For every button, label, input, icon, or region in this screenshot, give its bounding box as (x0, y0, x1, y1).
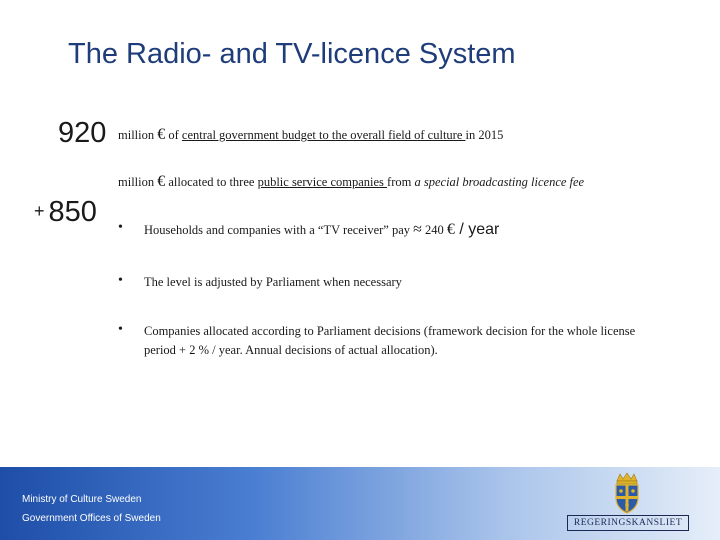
stat-850-text-c: from (387, 175, 415, 189)
approx-symbol: ≈ (413, 221, 422, 238)
euro-symbol: € (446, 221, 455, 238)
bullet-text (144, 220, 658, 240)
bullet-text-a: Households and companies with a “TV receiver” pay (144, 223, 414, 237)
list-item (118, 220, 658, 240)
stat-920-underlined: central government budget to the overall field of culture (181, 128, 466, 142)
regeringskansliet-logo (567, 472, 689, 536)
stat-920-text (118, 126, 503, 144)
stat-920-text-b: of (165, 128, 182, 142)
stat-850-text (118, 173, 584, 191)
slide-title: The Radio- and TV-licence System (68, 38, 516, 70)
stat-850-text-b: allocated to three (165, 175, 258, 189)
bullet-text: Companies allocated according to Parliament decisions (framework decision for the whole license period + 2 % / year. Annual decisions of actual allocation). (144, 324, 636, 357)
crest-icon (607, 472, 647, 514)
stat-850-text-a: million (118, 175, 158, 189)
bullet-icon: • (118, 273, 123, 288)
stat-850-number (34, 196, 97, 229)
stat-920-number: 920 (58, 117, 107, 149)
euro-symbol: € (157, 173, 166, 190)
bullet-text: The level is adjusted by Parliament when necessary (144, 275, 402, 289)
stat-920-text-a: million (118, 128, 158, 142)
list-item (118, 273, 658, 292)
stat-920-text-c: in 2015 (465, 128, 504, 142)
stat-850-underlined: public service companies (257, 175, 388, 189)
euro-symbol: € (157, 126, 166, 143)
list-item (118, 322, 658, 360)
footer-ministry: Ministry of Culture Sweden (22, 494, 142, 505)
logo-wordmark: REGERINGSKANSLIET (567, 515, 689, 531)
bullet-text-c: / year (454, 221, 500, 238)
bullet-icon: • (118, 322, 123, 337)
bullet-icon: • (118, 220, 123, 235)
plus-sign: + (34, 201, 45, 221)
bullet-text-b: 240 (421, 223, 447, 237)
stat-850-number-value: 850 (48, 196, 97, 228)
footer-government-offices: Government Offices of Sweden (22, 513, 161, 524)
stat-850-italic: a special broadcasting licence fee (414, 175, 585, 189)
